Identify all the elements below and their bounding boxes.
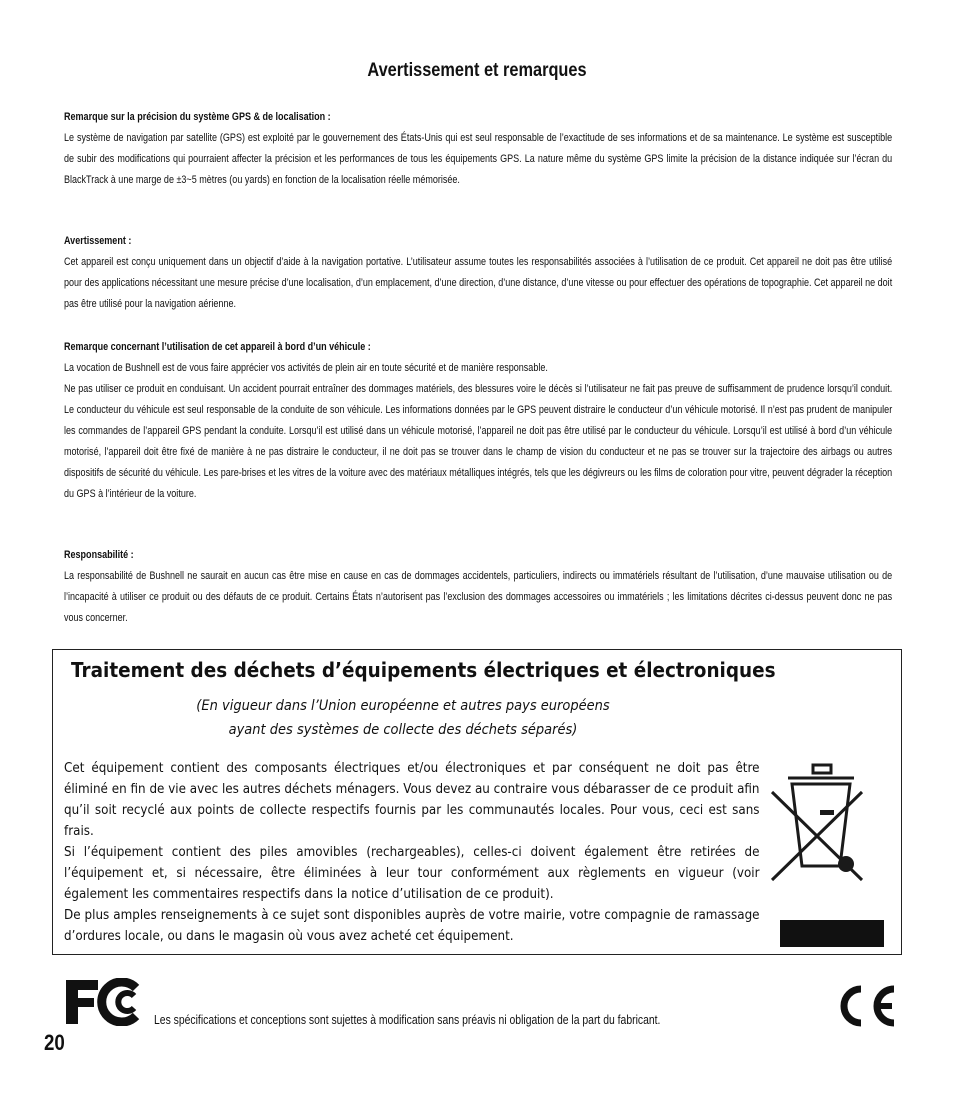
page-title: Avertissement et remarques (367, 60, 587, 81)
section-heading: Remarque concernant l’utilisation de cet appareil à bord d’un véhicule : (64, 341, 371, 353)
weee-text (64, 758, 760, 947)
section-body (64, 358, 892, 505)
footer-note: Les spécifications et conceptions sont sujettes à modification sans préavis ni obligation de la part du fabricant. (154, 1012, 661, 1027)
warning-section (64, 231, 892, 315)
bin-underline-bar (780, 920, 884, 947)
weee-subtitle-line: (En vigueur dans l’Union européenne et autres pays européens (196, 698, 610, 714)
section-heading: Avertissement : (64, 235, 132, 247)
weee-title: Traitement des déchets d’équipements électriques et électroniques (71, 658, 776, 682)
weee-subtitle (171, 694, 636, 742)
weee-paragraph: De plus amples renseignements à ce sujet sont disponibles auprès de votre mairie, votre compagnie de ramassage d’ordures locale, ou dans le magasin où vous avez acheté cet équipement. (64, 908, 760, 944)
section-body (64, 566, 892, 629)
section-paragraph: Cet appareil est conçu uniquement dans un objectif d’aide à la navigation portative. L’utilisateur assume toutes les responsabilités associées à l’utilisation de ce produit. Cet appareil ne doit pas être utilisé pour des applications nécessitant une mesure précise d’une localisation, d’un emplacement, d’une direction, d’une distance, d’une vitesse ou pour effectuer des opérations de topographie. Cet appareil ne doit pas être utilisé pour la navigation aérienne. (64, 256, 893, 310)
section-paragraph: La responsabilité de Bushnell ne saurait en aucun cas être mise en cause en cas de dommages accidentels, particuliers, indirects ou immatériels résultant de l’utilisation, d’une mauvaise utilisation ou de l’incapacité à utiliser ce produit ou des défauts de ce produit. Certains États n’autorisent pas l’exclusion des dommages accessoires ou immatériels ; les limitations décrites ci-dessus peuvent donc ne pas vous concerner. (64, 570, 893, 624)
section-paragraph: La vocation de Bushnell est de vous faire apprécier vos activités de plein air en toute sécurité et de manière responsable. (64, 362, 548, 374)
ce-logo (832, 982, 898, 1030)
section-heading: Responsabilité : (64, 549, 134, 561)
weee-subtitle-line: ayant des systèmes de collecte des déchets séparés) (228, 722, 578, 738)
fcc-logo (64, 978, 140, 1026)
page-number: 20 (44, 1030, 65, 1055)
weee-paragraph: Si l’équipement contient des piles amovibles (rechargeables), celles-ci doivent également être retirées de l’équipement et, si nécessaire, être éliminées à leur tour conformément aux règlements en vigueur (voir également les commentaires respectifs dans la notice d’utilisation de ce produit). (64, 845, 760, 902)
liability-section (64, 545, 892, 629)
vehicle-use-section (64, 337, 892, 505)
section-body (64, 128, 892, 191)
section-body (64, 252, 892, 315)
crossed-out-bin-icon (766, 762, 868, 892)
section-heading: Remarque sur la précision du système GPS & de localisation : (64, 111, 331, 123)
section-paragraph: Le système de navigation par satellite (GPS) est exploité par le gouvernement des États-Unis qui est seul responsable de l’exactitude de ses informations et de sa maintenance. Le système est susceptible de subir des modifications qui pourraient affecter la précision et les performances de tous les équipements GPS. La nature même du système GPS limite la précision de la distance indiquée sur l’écran du BlackTrack à une marge de ±3~5 mètres (ou yards) en fonction de la localisation réelle mémorisée. (64, 132, 893, 186)
weee-paragraph: Cet équipement contient des composants électriques et/ou électroniques et par conséquent ne doit pas être éliminé en fin de vie avec les autres déchets ménagers. Vous devez au contraire vous débarasser de ce produit afin qu’il soit recyclé aux points de collecte respectifs fournis par les communautés locales. Pour vous, ceci est sans frais. (64, 761, 760, 839)
section-paragraph: Ne pas utiliser ce produit en conduisant. Un accident pourrait entraîner des dommages matériels, des blessures voire le décès si l’utilisateur ne fait pas preuve de suffisamment de prudence lorsqu’il conduit. Le conducteur du véhicule est seul responsable de la conduite de son véhicule. Les informations données par le GPS peuvent distraire le conducteur d’un véhicule motorisé. Il n’est pas prudent de manipuler les commandes de l’appareil GPS pendant la conduite. Lorsqu’il est utilisé dans un véhicule motorisé, l’appareil ne doit pas être utilisé par le conducteur du véhicule. Lorsqu’il est utilisé à bord d’un véhicule motorisé, l’appareil doit être fixé de manière à ne pas distraire le conducteur, il ne doit pas se trouver dans le champ de vision du conducteur et ne pas se trouver sur la trajectoire des airbags ou autres dispositifs de sécurité du véhicule. Les pare-brises et les vitres de la voiture avec des matériaux métalliques intégrés, tels que les dégivreurs ou les films de coloration pour vitre, peuvent dégrader la réception du GPS à l’intérieur de la voiture. (64, 383, 893, 500)
weee-notice-box (52, 649, 902, 955)
gps-accuracy-section (64, 107, 892, 191)
